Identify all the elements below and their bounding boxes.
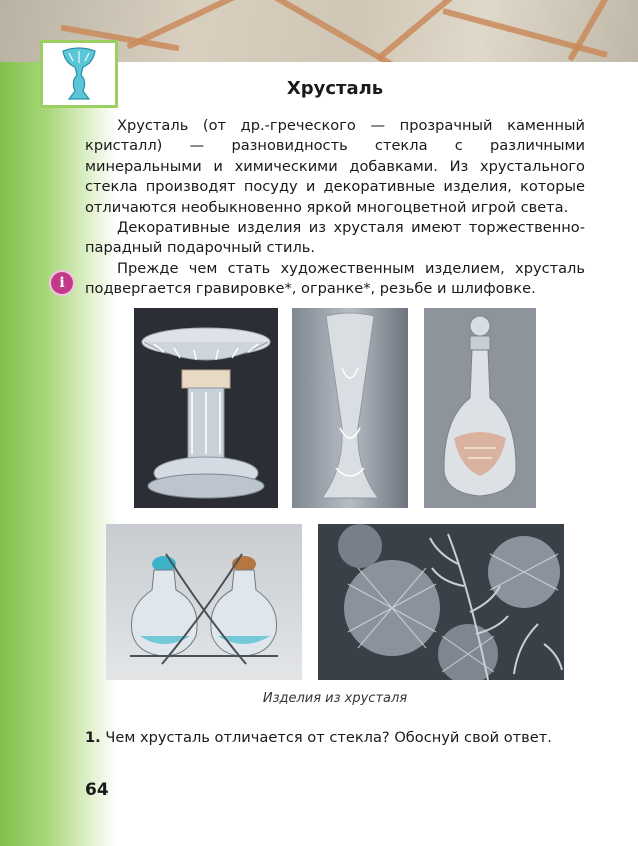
crystal-goblet-thumbnail [40, 40, 118, 108]
paragraph-processing: Прежде чем стать художественным изделием, хрусталь подвергается гравировке*, огранке*, резьбе и шлифовке. [85, 259, 585, 298]
page-number: 64 [85, 780, 109, 800]
question-1 [85, 728, 585, 748]
question-text: Чем хрусталь отличается от стекла? Обоснуй свой ответ. [105, 729, 552, 746]
info-icon: i [51, 272, 73, 294]
crystal-compote-photo [134, 308, 278, 508]
question-number: 1. [85, 729, 101, 746]
crystal-goblet-icon [59, 45, 99, 103]
crystal-cruet-set-photo [106, 524, 302, 680]
article-body [85, 116, 585, 300]
crystal-cut-pattern-photo [318, 524, 564, 680]
page-title: Хрусталь [286, 78, 384, 99]
paragraph-style: Декоративные изделия из хрусталя имеют торжественно-парадный подарочный стиль. [85, 219, 585, 257]
crystal-decanter-photo [424, 308, 536, 508]
crystal-tall-vase-photo [292, 308, 408, 508]
figure-caption: Изделия из хрусталя [262, 691, 408, 706]
paragraph-definition: Хрусталь (от др.-греческого — прозрачный каменный кристалл) — разновидность стекла с различными минеральными и химическими добавками. Из хрустального стекла производят посуду и декоративные изделия, которые отличаются необыкновенно яркой многоцветной игрой света. [85, 117, 585, 216]
